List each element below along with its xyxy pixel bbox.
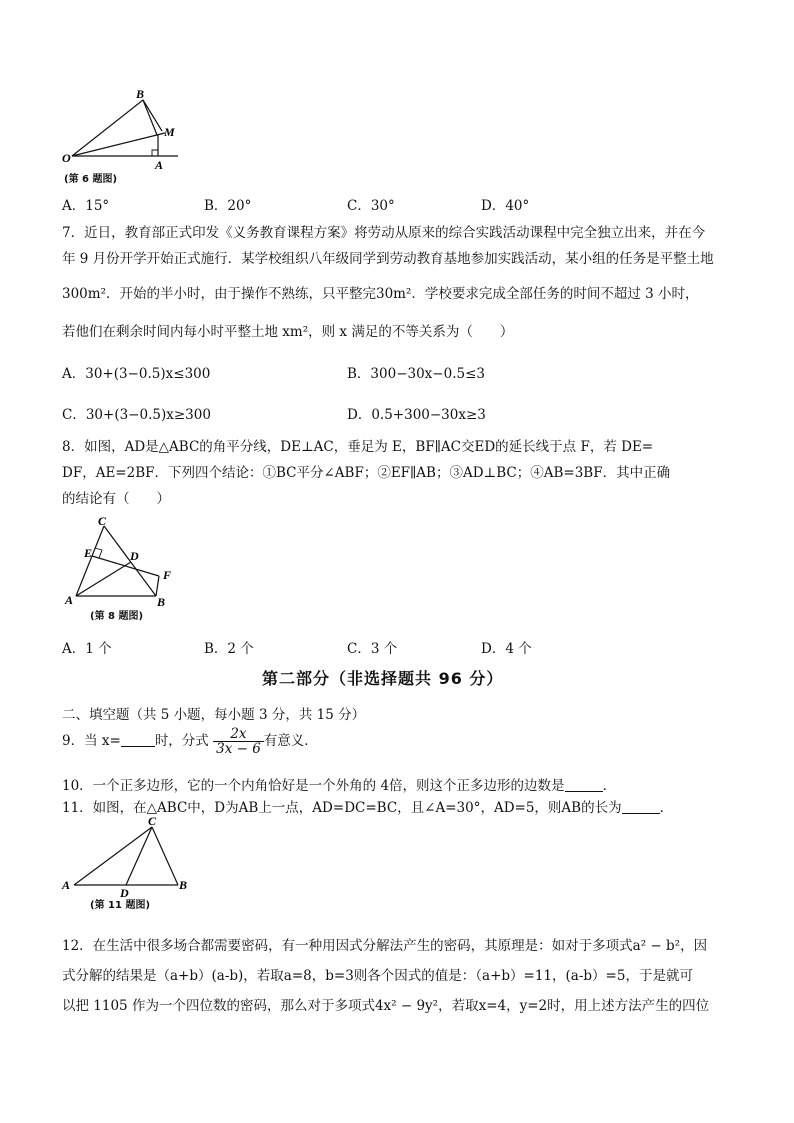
q8-bisector-ad	[76, 562, 131, 596]
q9-middle: 时，分式	[154, 733, 209, 749]
q8-label-c: C	[98, 514, 107, 528]
q9-numerator: 2x	[213, 727, 264, 742]
q8-label-a: A	[65, 593, 74, 607]
q6-label-a: A	[155, 158, 164, 172]
q10-text: 10．一个正多边形，它的一个内角恰好是一个外角的 4倍，则这个正多边形的边数是	[62, 778, 565, 794]
q8-line-2: DF，AE=2BF．下列四个结论：①BC平分∠ABF；②EF∥AB；③AD⊥BC；④AB=3BF．其中正确	[62, 465, 671, 481]
q9	[62, 727, 318, 756]
q9-answer-blank[interactable]	[121, 733, 155, 747]
q8-option-c[interactable]: C．3 个	[347, 641, 398, 657]
q8-line-3: 的结论有（ ）	[62, 491, 170, 507]
q11-end: ．	[659, 800, 674, 816]
q11-segment-dc	[126, 827, 152, 885]
q11-label-a: A	[62, 878, 71, 892]
q11-label-d: D	[120, 886, 129, 899]
q6-option-c[interactable]: C．30°	[347, 198, 395, 214]
q11-side-ac	[74, 827, 152, 885]
q6-line-bm	[143, 100, 157, 135]
q12-line-3: 以把 1105 作为一个四位数的密码，那么对于多项式4x² − 9y²，若取x=4，y=2时，用上述方法产生的四位	[62, 998, 710, 1014]
q7-option-d[interactable]: D．0.5+300−30x≥3	[347, 407, 486, 423]
q8-label-e: E	[84, 546, 93, 560]
q8-option-a[interactable]: A．1 个	[62, 641, 112, 657]
q11-text: 11．如图，在△ABC中，D为AB上一点，AD=DC=BC，且∠A=30°，AD=5，则AB的长为	[62, 800, 622, 816]
q12-line-1: 12．在生活中很多场合都需要密码，有一种用因式分解法产生的密码，其原理是：如对于多项式a² − b²，因	[62, 938, 708, 954]
part2-title: 第二部分（非选择题共 96 分）	[262, 669, 504, 688]
q10	[62, 774, 616, 794]
q7-line-3: 300m²．开始的半小时，由于操作不熟练，只平整完30m²．学校要求完成全部任务的时间不超过 3 小时，	[62, 286, 699, 302]
q7-option-c[interactable]: C．30+(3−0.5)x≥300	[62, 407, 211, 423]
q11-label-c: C	[148, 815, 157, 828]
q11-side-bc	[152, 827, 178, 885]
q8-option-b[interactable]: B．2 个	[204, 641, 254, 657]
section-fill-in-blanks: 二、填空题（共 5 小题，每小题 3 分，共 15 分）	[62, 707, 366, 723]
q12-line-2: 式分解的结果是（a+b）(a-b)，若取a=8，b=3则各个因式的值是：（a+b）=11，(a-b）=5，于是就可	[62, 968, 693, 984]
q9-suffix: 有意义．	[263, 733, 318, 749]
q7-option-a[interactable]: A．30+(3−0.5)x≤300	[62, 366, 211, 382]
q11	[62, 796, 673, 816]
q10-answer-blank[interactable]	[565, 778, 603, 792]
q7-line-4: 若他们在剩余时间内每小时平整土地 xm²，则 x 满足的不等关系为（ ）	[62, 324, 514, 340]
q6-figure-caption: (第 6 题图)	[64, 174, 118, 185]
q8-label-b: B	[157, 595, 166, 609]
q6-option-b[interactable]: B．20°	[204, 198, 252, 214]
q11-figure-caption: (第 11 题图)	[90, 900, 151, 911]
q9-prefix: 9．当 x=	[62, 733, 121, 749]
q6-label-o: O	[62, 151, 71, 165]
q8-figure-caption: (第 8 题图)	[90, 611, 144, 622]
q8-label-d: D	[130, 549, 139, 563]
q8-label-f: F	[163, 568, 172, 582]
q8-figure	[62, 512, 182, 610]
q10-end: ．	[602, 778, 617, 794]
q8-line-bf	[156, 576, 159, 596]
q9-denominator: 3x − 6	[216, 741, 261, 757]
q6-option-d[interactable]: D．40°	[481, 198, 530, 214]
q6-label-b: B	[136, 87, 145, 101]
q8-option-d[interactable]: D．4 个	[481, 641, 532, 657]
q8-line-ef	[92, 556, 159, 576]
q6-option-a[interactable]: A．15°	[62, 198, 110, 214]
q8-line-1: 8．如图，AD是△ABC的角平分线，DE⊥AC，垂足为 E，BF∥AC交ED的延长线于点 F，若 DE=	[62, 439, 654, 455]
q11-figure	[60, 815, 195, 899]
q6-figure	[60, 86, 190, 172]
q7-line-1: 7．近日，教育部正式印发《义务教育课程方案》将劳动从原来的综合实践活动课程中完全独立出来，并在今	[62, 225, 706, 241]
q11-answer-blank[interactable]	[622, 800, 660, 814]
q8-side-ac	[76, 526, 104, 596]
q6-label-m: M	[164, 125, 175, 139]
q7-option-b[interactable]: B．300−30x−0.5≤3	[347, 366, 485, 382]
q9-fraction	[213, 727, 264, 756]
q11-label-b: B	[179, 878, 188, 892]
q7-line-2: 年 9 月份开学开始正式施行．某学校组织八年级同学到劳动教育基地参加实践活动，某小组的任务是平整土地	[62, 251, 714, 267]
